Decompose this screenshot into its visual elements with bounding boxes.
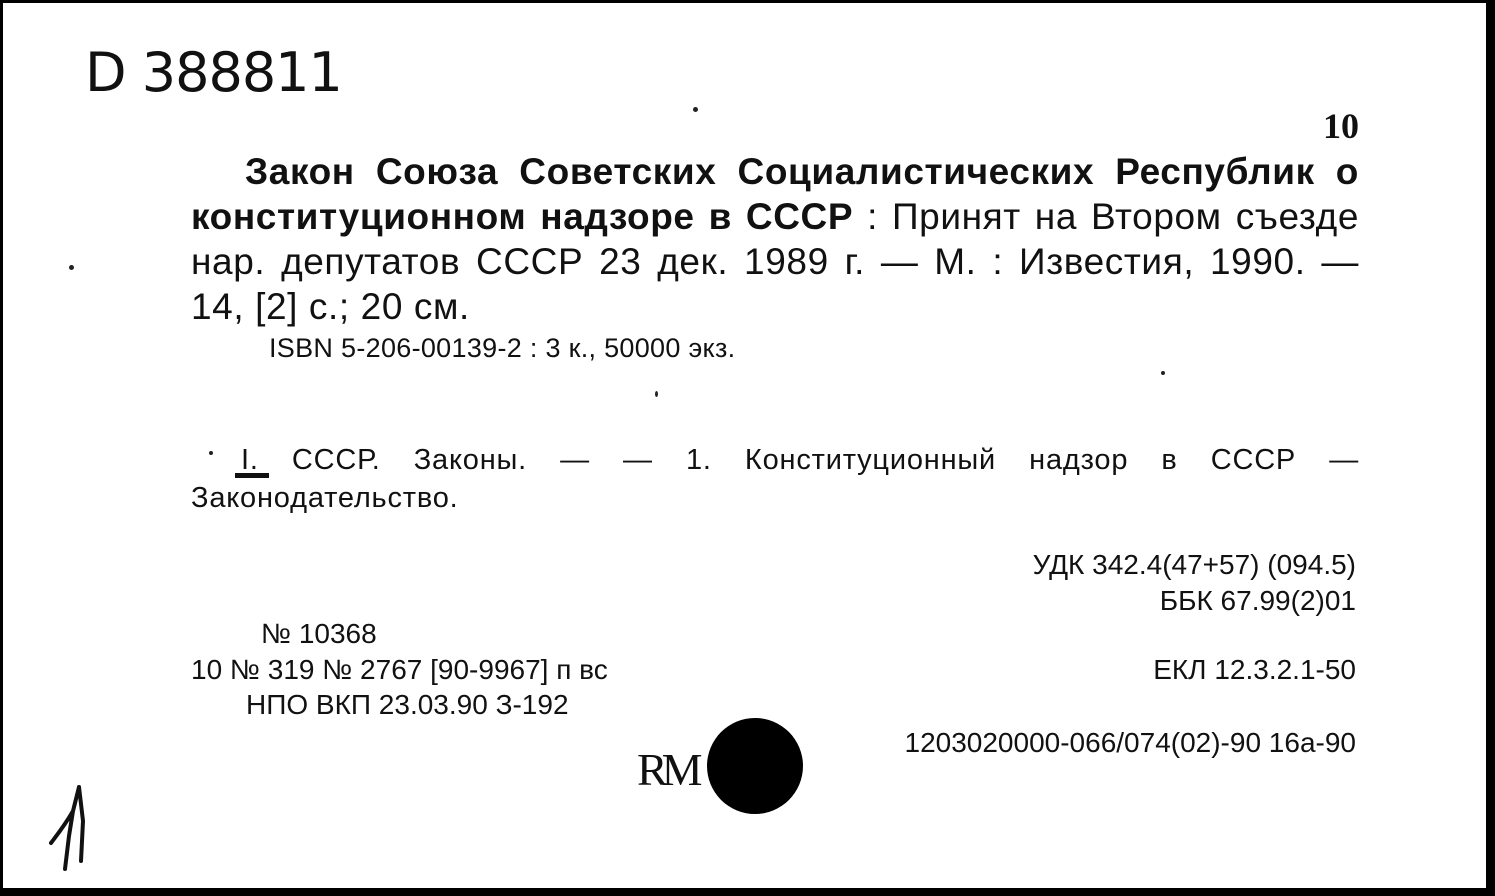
accession-number: № 10368 [261,618,377,649]
udk-code: УДК 342.4(47+57) (094.5) [1032,549,1356,580]
handwritten-mark [43,781,93,876]
punch-hole [707,718,803,814]
ink-speck [655,391,658,397]
npo-line: НПО ВКП 23.03.90 З-192 [246,689,569,720]
page-count-code: 10 [1323,106,1359,146]
record-imprint: : Принят на Втором съезде нар. депутатов СССР 23 дек. 1989 г. — М. : Известия, 1990. — 14, [2] с.; 20 см. [191,196,1360,327]
call-number: D 388811 [85,41,342,104]
subject-headings: I. СССР. Законы. — — 1. Конституционный надзор в СССР — Законодательство. [191,444,1359,514]
rm-stamp-logo [635,743,705,791]
ekl-code: ЕКЛ 12.3.2.1-50 [1153,654,1356,685]
bbk-code: ББК 67.99(2)01 [1159,585,1356,616]
rm-stamp-text: RM [637,744,697,791]
ink-speck [1161,371,1165,375]
ink-speck [693,107,698,112]
record-title: Закон Союза Советских Социалистических Республик о конституционном надзоре в СССР [191,151,1359,237]
ink-speck [69,265,74,270]
publication-code: 1203020000-066/074(02)-90 16а-90 [904,727,1356,758]
ink-speck [209,451,213,455]
catalog-card [3,3,1486,888]
bibliographic-description [191,149,1359,329]
order-line: 10 № 319 № 2767 [90-9967] п вс [191,654,608,685]
isbn-line: ISBN 5-206-00139-2 : 3 к., 50000 экз. [269,333,736,363]
